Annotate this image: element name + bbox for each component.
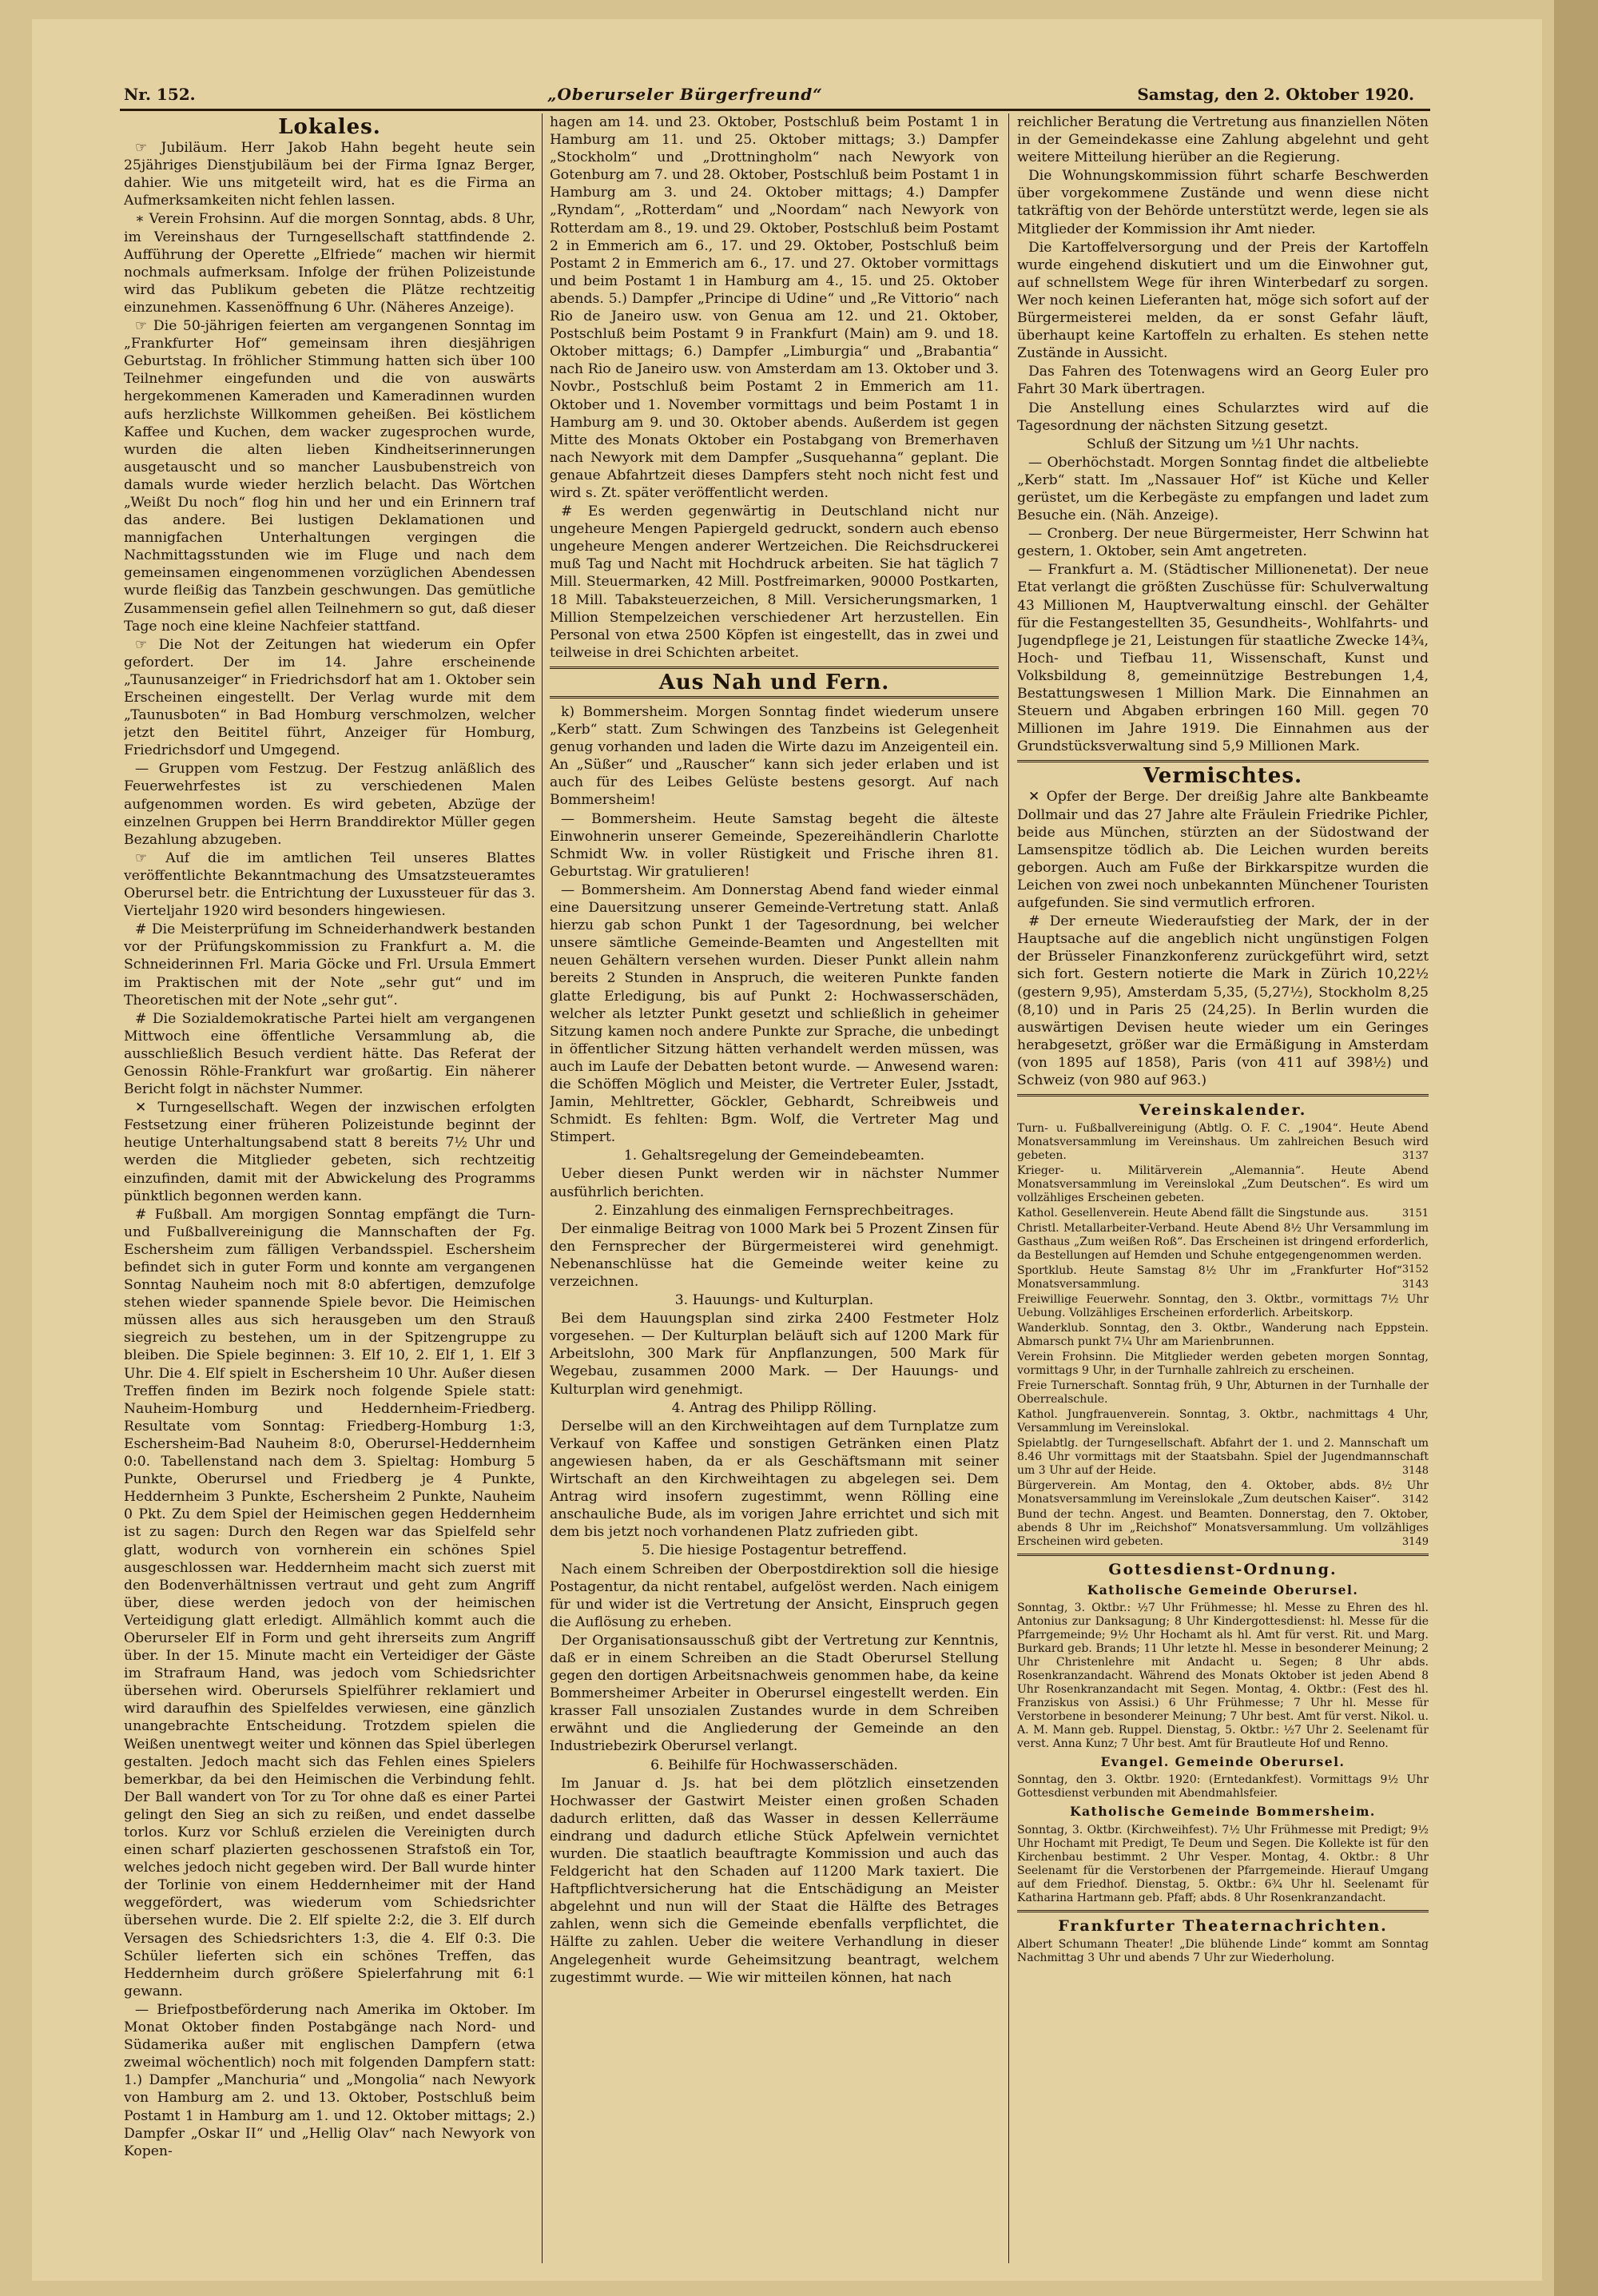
theater-paragraph: Albert Schumann Theater! „Die blühende Linde“ kommt am Sonntag Nachmittag 3 Uhr und abends 7 Uhr zur Wiederholung. (1017, 1937, 1429, 1964)
agenda-item-2: 2. Einzahlung des einmaligen Fernsprechbeitrages. (594, 1202, 954, 1219)
list-item: Freie Turnerschaft. Sonntag früh, 9 Uhr, Abturnen in der Turnhalle der Oberrealschule. (1017, 1379, 1429, 1407)
article-oberhoechstadt: — Oberhöchstadt. Morgen Sonntag findet die altbeliebte „Kerb“ statt. Im „Nassauer Hof“ ist Küche und Keller gerüstet, um die Kerbegäste zu empfangen und ladet zum Besuche ein. (Näh. Anzeige). (1017, 454, 1429, 524)
section-divider (1017, 760, 1429, 762)
list-item: Krieger- u. Militärverein „Alemannia“. Heute Abend Monatsversammlung im Vereinslokal „Zum Deutschen“. Es wird um vollzähliges Erscheinen gebeten. (1017, 1164, 1429, 1205)
article-opfer-der-berge: ✕ Opfer der Berge. Der dreißig Jahre alte Bankbeamte Dollmair und das 27 Jahre alte Fräulein Friedrike Pichler, beide aus München, stürzten an der Südostwand der Lamsenspitze tödlich ab. Die Leichen wurden bereits geborgen. Auch am Fuße der Birkkarspitze wurden die Leichen von zwei noch unbekannten Münchener Touristen aufgefunden. Sie sind vermutlich erfroren. (1017, 789, 1429, 912)
section-divider (1017, 1094, 1429, 1096)
section-heading-lokales: Lokales. (278, 115, 381, 139)
agenda-item-4: 4. Antrag des Philipp Rölling. (671, 1399, 877, 1416)
agenda-text-5b: Der Organisationsausschuß gibt der Vertretung zur Kenntnis, daß er in einem Schreiben an die Stadt Oberursel Stellung gegen den dortigen Arbeitsnachweis genommen habe, da keine Bommersheimer Arbeiter in Oberursel eingestellt werden. Ein krasser Fall unsozialen Zustandes wurde in dem Schreiben erwähnt und die Angliederung der Gemeinde an den Industriebezirk Oberursel verlangt. (550, 1632, 999, 1755)
article-bommersheim-kerb: k) Bommersheim. Morgen Sonntag findet wiederum unsere „Kerb“ statt. Zum Schwingen des Tanzbeins ist Gelegenheit genug vorhanden und laden die Wirte dazu im Anzeigenteil ein. An „Süßer“ und „Rauscher“ kann sich jeder erlaben und ist auch für des Leibes Gelüste bestens gesorgt. Auf nach Bommersheim! (550, 704, 999, 809)
masthead-title: „Oberurseler Bürgerfreund“ (547, 85, 823, 104)
article-schularzt: Die Anstellung eines Schularztes wird auf die Tagesordnung der nächsten Sitzung gesetzt. (1017, 400, 1429, 434)
article-turngesellschaft: ✕ Turngesellschaft. Wegen der inzwischen erfolgten Festsetzung einer früheren Polizeistunde beginnt der heutige Unterhaltungsabend statt 8 bereits 7½ Uhr und werden die Mitglieder gebeten, sich rechtzeitig einzufinden, damit mit der Abwickelung des Programms pünktlich begonnen werden kann. (124, 1100, 535, 1204)
agenda-text-5: Nach einem Schreiben der Oberpostdirektion soll die hiesige Postagentur, da nicht rentabel, aufgelöst werden. Nach einigem für und wider ist die Vertretung der Ansicht, Einspruch gegen die Auflösung zu erheben. (550, 1561, 999, 1630)
issue-number: Nr. 152. (124, 85, 196, 104)
article-sitzung-continued: reichlicher Beratung die Vertretung aus finanziellen Nöten in der Gemeindekasse eine Zahlung abgelehnt und geht weitere Mitteilung hierüber an die Regierung. (1017, 114, 1429, 166)
article-totenwagen: Das Fahren des Totenwagens wird an Georg Euler pro Fahrt 30 Mark übertragen. (1017, 364, 1429, 398)
page-edge (1554, 0, 1598, 2296)
article-festzug: — Gruppen vom Festzug. Der Festzug anläßlich des Feuerwehrfestes ist zu verschiedenen Malen aufgenommen worden. Es wird gebeten, Abzüge der einzelnen Gruppen bei Herrn Branddirektor Müller gegen Bezahlung abzugeben. (124, 761, 535, 848)
theater-text (1017, 1938, 1429, 1965)
agenda-text-6: Im Januar d. Js. hat bei dem plötzlich einsetzenden Hochwasser der Gastwirt Meister einen großen Schaden dadurch erlitten, daß das Wasser in dessen Kellerräume eindrang und dadurch etliche Stück Apfelwein vernichtet wurden. Die staatlich beauftragte Kommission und auch das Feldgericht hat den Schaden auf 11200 Mark taxiert. Die Haftpflichtversicherung hat die Entschädigung an Meister abgelehnt und nun will der Staat die Hälfte des Betrages zahlen, wenn sich die Gemeinde ebenfalls verpflichtet, die Hälfte zu zahlen. Ueber die weitere Verhandlung in dieser Angelegenheit wurde Geheimsitzung beantragt, welchem zugestimmt wurde. — Wie wir mitteilen können, hat nach (550, 1775, 999, 1986)
article-wohnungskommission: Die Wohnungskommission führt scharfe Beschwerden über vorgekommene Zustände und wenn diese nicht tatkräftig von der Behörde unterstützt werde, legen sie als Mitglieder der Kommission ihr Amt nieder. (1017, 168, 1429, 237)
article-meisterpruefung: # Die Meisterprüfung im Schneiderhandwerk bestanden vor der Prüfungskommission zu Frankfurt a. M. die Schneiderinnen Frl. Maria Göcke und Frl. Ursula Emmert im Praktischen mit der Note „sehr gut“ und im Theoretischen mit der Note „sehr gut“. (124, 921, 535, 1009)
list-item: Bund der techn. Angest. und Beamten. Donnerstag, den 7. Oktober, abends 8 Uhr im „Reichshof“ Monatsversammlung. Um vollzähliges Erscheinen wird gebeten. 3149 (1017, 1508, 1429, 1549)
section-heading-vereinskalender: Vereinskalender. (1139, 1101, 1307, 1120)
article-jubilaeum: ☞ Jubiläum. Herr Jakob Hahn begeht heute sein 25jähriges Dienstjubiläum bei der Firma Ignaz Berger, dahier. Wie uns mitgeteilt wird, hat es die Firma an Aufmerksamkeiten nicht fehlen lassen. (124, 140, 535, 209)
agenda-text-2: Der einmalige Beitrag von 1000 Mark bei 5 Prozent Zinsen für den Fernsprecher der Bürgermeisterei wird genehmigt. Nebenanschlüsse hat die Gemeinde weiter keine zu verzeichnen. (550, 1220, 999, 1290)
list-item: Turn- u. Fußballvereinigung (Abtlg. O. F. C. „1904“. Heute Abend Monatsversammlung im Vereinshaus. Um zahlreichen Besuch wird gebeten. 3137 (1017, 1122, 1429, 1163)
kath-oberursel-text (1017, 1602, 1429, 1751)
list-item: Christl. Metallarbeiter-Verband. Heute Abend 8½ Uhr Versammlung im Gasthaus „Zum weißen Roß“. Das Erscheinen ist dringend erforderlich, da Bestellungen auf Hemden und Schuhe entgegengenommen werden. 3152 (1017, 1222, 1429, 1276)
section-divider (1017, 1554, 1429, 1556)
section-heading-theaternachrichten: Frankfurter Theaternachrichten. (1058, 1916, 1388, 1935)
agenda-text-1: Ueber diesen Punkt werden wir in nächster Nummer ausführlich berichten. (550, 1166, 999, 1200)
vereinskalender-list (1017, 1122, 1429, 1549)
kath-bommersheim-paragraph: Sonntag, 3. Oktbr. (Kirchweihfest). 7½ Uhr Frühmesse mit Predigt; 9½ Uhr Hochamt mit Predigt, Te Deum und Segen. Die Kollekte ist für den Kirchenbau bestimmt. 2 Uhr Vesper. Montag, 4. Oktbr.: 8 Uhr Seelenamt für die Verstorbenen der Pfarrgemeinde. Hierauf Umgang auf dem Friedhof. Dienstag, 5. Oktbr.: 6¾ Uhr hl. Seelenamt für Katharina Hartmann geb. Pfaff; abds. 8 Uhr Rosenkranzandacht. (1017, 1823, 1429, 1904)
section-heading-vermischtes: Vermischtes. (1143, 764, 1303, 789)
section-heading-aus-nah-und-fern: Aus Nah und Fern. (658, 670, 890, 694)
heading-kath-bommersheim: Katholische Gemeinde Bommersheim. (1070, 1804, 1376, 1820)
article-cronberg: — Cronberg. Der neue Bürgermeister, Herr Schwinn hat gestern, 1. Oktober, sein Amt angetreten. (1017, 526, 1429, 560)
list-item: Freiwillige Feuerwehr. Sonntag, den 3. Oktbr., vormittags 7½ Uhr Uebung. Vollzähliges Erscheinen erforderlich. Arbeitskorp. (1017, 1293, 1429, 1320)
article-verein-frohsinn: ∗ Verein Frohsinn. Auf die morgen Sonntag, abds. 8 Uhr, im Vereinshaus der Turngesellschaft stattfindende 2. Aufführung der Operette „Elfriede“ machen wir hiermit nochmals aufmerksam. Infolge der frühen Polizeistunde wird das Publikum gebeten die Plätze rechtzeitig einzunehmen. Kassenöffnung 6 Uhr. (Näheres Anzeige). (124, 211, 535, 316)
article-mark-wiederaufstieg: # Der erneute Wiederaufstieg der Mark, der in der Hauptsache auf die angeblich nicht ungünstigen Folgen der Brüsseler Finanzkonferenz zurückgeführt wird, setzt sich fort. Gestern notierte die Mark in Zürich 10,22½ (gestern 9,95), Amsterdam 5,35, (5,27½), Stockholm 8,25 (8,10) und in Paris 25 (24,25). In Berlin wurden die auswärtigen Devisen heute wieder um ein Geringes herabgesetzt, größer war die Ermäßigung in Amsterdam (von 1895 auf 1858), Paris (von 411 auf 398½) und Schweiz (von 980 auf 963.) (1017, 913, 1429, 1088)
evang-oberursel-paragraph: Sonntag, den 3. Oktbr. 1920: (Erntedankfest). Vormittags 9½ Uhr Gottesdienst verbunden mit Abendmahlsfeier. (1017, 1773, 1429, 1801)
agenda-text-3: Bei dem Hauungsplan sind zirka 2400 Festmeter Holz vorgesehen. — Der Kulturplan beläuft sich auf 1200 Mark für Arbeitslohn, 300 Mark für Anpflanzungen, 500 Mark für Wegebau, zusammen 2000 Mark. — Der Hauungs- und Kulturplan wird genehmigt. (550, 1311, 999, 1398)
column-rule-2 (1008, 113, 1009, 2263)
article-briefpost-amerika: — Briefpostbeförderung nach Amerika im Oktober. Im Monat Oktober finden Postabgänge nach Nord- und Südamerika außer mit englischen Dampfern (etwa zweimal wöchentlich) noch mit folgenden Dampfern statt: 1.) Dampfer „Manchuria“ und „Mongolia“ nach Newyork von Hamburg am 2. und 13. Oktober, Postschluß beim Postamt 1 in Hamburg am 1. und 12. Oktober mittags; 2.) Dampfer „Oskar II“ und „Hellig Olav“ nach Newyork von Kopen- (124, 2001, 535, 2159)
article-kartoffelversorgung: Die Kartoffelversorgung und der Preis der Kartoffeln wurde eingehend diskutiert und um die Einwohner gut, auf schnellstem Wege für ihren Winterbedarf zu sorgen. Wer noch keinen Lieferanten hat, möge sich sofort auf der Bürgermeisterei melden, da er sonst Gefahr läuft, überhaupt keine Kartoffeln zu erhalten. Es stehen nette Zustände in Aussicht. (1017, 239, 1429, 362)
list-item: Verein Frohsinn. Die Mitglieder werden gebeten morgen Sonntag, vormittags 9 Uhr, in der Turnhalle zahlreich zu erscheinen. (1017, 1351, 1429, 1378)
agenda-item-1: 1. Gehaltsregelung der Gemeindebeamten. (623, 1148, 925, 1164)
agenda-item-5: 5. Die hiesige Postagentur betreffend. (642, 1542, 907, 1559)
page-header (124, 85, 1414, 109)
evang-oberursel-text (1017, 1773, 1429, 1801)
article-fussball: # Fußball. Am morgigen Sonntag empfängt die Turn- und Fußballvereinigung die Mannschaften der Fg. Eschersheim zum fälligen Verbandsspiel. Eschersheim befindet sich in guter Form und konnte am vergangenen Sonntag Nauheim noch mit 8:0 abfertigen, demzufolge stehen wieder spannende Spiele bevor. Die Heimischen müssen alles aus sich herausgeben um den Strauß siegreich zu bestehen, um in der Spitzengruppe zu bleiben. Die Spiele beginnen: 3. Elf 10, 2. Elf 1, 1. Elf 3 Uhr. Die 4. Elf spielt in Eschersheim 10 Uhr. Außer diesen Treffen finden im Bezirk noch folgende Spiele statt: Nauheim-Homburg und Heddernheim-Friedberg. Resultate vom Sonntag: Friedberg-Homburg 1:3, Eschersheim-Bad Nauheim 8:0, Oberursel-Heddernheim 0:0. Tabellenstand nach dem 3. Spieltag: Homburg 5 Punkte, Oberursel und Friedberg je 4 Punkte, Heddernheim 3 Punkte, Eschersheim 2 Punkte, Nauheim 0 Pkt. Zu dem Spiel der Heimischen gegen Heddernheim ist zu sagen: Durch den Regen war das Spielfeld sehr glatt, wodurch von vornherein ein schönes Spiel ausgeschlossen war. Heddernheim macht sich zuerst mit den Bodenverhältnissen vertraut und geht zum Angriff über, diese werden jedoch von der heimischen Verteidigung glatt erledigt. Allmählich kommt auch die Oberurseler Elf in Form und geht ihrerseits zum Angriff über. In der 15. Minute macht ein Verteidiger der Gäste im Strafraum Hand, was jedoch vom Schiedsrichter übersehen wird. Oberursels Spielführer reklamiert und wird daraufhin des Spielfeldes verwiesen, eine gänzlich unangebrachte Entscheidung. Trotzdem spielen die Weißen unentwegt weiter und können das Spiel überlegen gestalten. Jedoch macht sich das Fehlen eines Spielers bemerkbar, da bei den Heimischen die Verbindung fehlt. Der Ball wandert von Tor zu Tor ohne daß es einer Partei gelingt den Sieg an sich zu reißen, und endet dasselbe torlos. Kurz vor Schluß erzielen die Vereinigten durch einen scharf plazierten geschossenen Strafstoß ein Tor, welches jedoch nicht gegeben wird. Der Ball wurde hinter der Torlinie von einem Heddernheimer mit der Hand weggefördert, was wiederum vom Schiedsrichter übersehen wurde. Die 2. Elf spielte 2:2, die 3. Elf durch Versagen des Schiedsrichters 1:3, die 4. Elf 0:3. Die Schüler lieferten sich ein schönes Treffen, das Heddernheim durch größere Spielerfahrung mit 6:1 gewann. (124, 1206, 535, 2000)
agenda-item-6: 6. Beihilfe für Hochwasserschäden. (650, 1757, 898, 1773)
list-item: Bürgerverein. Am Montag, den 4. Oktober, abds. 8½ Uhr Monatsversammlung im Vereinslokale „Zum deutschen Kaiser“. 3142 (1017, 1479, 1429, 1506)
issue-date: Samstag, den 2. Oktober 1920. (1137, 85, 1414, 104)
heading-evang-oberursel: Evangel. Gemeinde Oberursel. (1100, 1754, 1346, 1770)
kath-bommersheim-text (1017, 1824, 1429, 1905)
list-item: Wanderklub. Sonntag, den 3. Oktbr., Wanderung nach Eppstein. Abmarsch punkt 7¼ Uhr am Marienbrunnen. (1017, 1322, 1429, 1349)
heading-kath-oberursel: Katholische Gemeinde Oberursel. (1087, 1582, 1359, 1598)
article-briefpost-continued: hagen am 14. und 23. Oktober, Postschluß beim Postamt 1 in Hamburg am 11. und 25. Oktober mittags; 3.) Dampfer „Stockholm“ und „Drottningholm“ nach Newyork von Gotenburg am 7. und 28. Oktober, Postschluß beim Postamt 1 in Hamburg am 3. und 24. Oktober mittags; 4.) Dampfer „Ryndam“, „Rotterdam“ und „Noordam“ nach Newyork von Rotterdam am 8., 19. und 29. Oktober, Postschluß beim Postamt 2 in Emmerich am 6., 17. und 29. Oktober, Postschluß beim Postamt 2 in Emmerich am 6., 17. und 27. Oktober vormittags und beim Postamt 1 in Hamburg am 4., 15. und 25. Oktober abends. 5.) Dampfer „Principe di Udine“ und „Re Vittorio“ nach Rio de Janeiro usw. von Genua am 12. und 21. Oktober, Postschluß beim Postamt 9 in Frankfurt (Main) am 9. und 18. Oktober mittags; 6.) Dampfer „Limburgia“ und „Brabantia“ nach Rio de Janeiro usw. von Amsterdam am 13. Oktober und 3. Novbr., Postschluß beim Postamt 2 in Emmerich am 11. Oktober und 1. November vormittags und beim Postamt 1 in Hamburg am 9. und 30. Oktober abends. Außerdem ist gegen Mitte des Monats Oktober ein Postabgang von Bremerhaven nach Newyork mit dem Dampfer „Susquehanna“ geplant. Die genaue Abfahrtzeit dieses Dampfers steht noch nicht fest und wird s. Zt. später veröffentlicht werden. (550, 114, 999, 501)
article-bommersheim-geburtstag: — Bommersheim. Heute Samstag begeht die älteste Einwohnerin unserer Gemeinde, Spezereihändlerin Charlotte Schmidt Ww. in voller Rüstigkeit und Frische ihren 81. Geburtstag. Wir gratulieren! (550, 810, 999, 880)
article-not-der-zeitungen: ☞ Die Not der Zeitungen hat wiederum ein Opfer gefordert. Der im 14. Jahre erscheinende „Taunusanzeiger“ in Friedrichsdorf hat am 1. Oktober sein Erscheinen eingestellt. Der Verlag wurde mit dem „Taunusboten“ in Bad Homburg verschmolzen, welcher jetzt den Beititel führt, Anzeiger für Homburg, Friedrichsdorf und Umgegend. (124, 636, 535, 759)
column-rule-1 (542, 113, 543, 2263)
section-divider (1017, 1910, 1429, 1912)
agenda-text-4: Derselbe will an den Kirchweihtagen auf dem Turnplatze zum Verkauf von Kaffee und sonstigen Getränken einen Platz angewiesen haben, da er als Geschäftsmann mit seiner Wirtschaft an den Kirchweihtagen zu abgelegen sei. Dem Antrag wird insofern zugestimmt, wenn Rölling eine anschauliche Bude, als im vorigen Jahre errichtet und sich mit dem bis jetzt noch vorhandenen Platz zufrieden gibt. (550, 1418, 999, 1541)
article-wertzeichen: # Es werden gegenwärtig in Deutschland nicht nur ungeheure Mengen Papiergeld gedruckt, sondern auch ebenso ungeheure Mengen anderer Wertzeichen. Die Reichsdruckerei muß Tag und Nacht mit Hochdruck arbeiten. Sie hat täglich 7 Mill. Steuermarken, 42 Mill. Postfreimarken, 90000 Postkarten, 18 Mill. Tabaksteuerzeichen, 8 Mill. Versicherungsmarken, 1 Million Stempelzeichen verschiedener Art herzustellen. Ein Personal von etwa 2500 Köpfen ist eingestellt, das in zwei und teilweise in drei Schichten arbeitet. (550, 503, 999, 661)
list-item: Kathol. Gesellenverein. Heute Abend fällt die Singstunde aus. 3151 (1017, 1207, 1429, 1220)
list-item: Spielabtlg. der Turngesellschaft. Abfahrt der 1. und 2. Mannschaft um 8.46 Uhr vormittags mit der Staatsbahn. Spiel der Jugendmannschaft um 3 Uhr auf der Heide. 3148 (1017, 1437, 1429, 1478)
article-sitzung-schluss: Schluß der Sitzung um ½1 Uhr nachts. (1087, 436, 1359, 452)
article-bommersheim-sitzung: — Bommersheim. Am Donnerstag Abend fand wieder einmal eine Dauersitzung unserer Gemeinde-Vertretung statt. Anlaß hierzu gab schon Punkt 1 der Tagesordnung, bei welcher unsere sämtliche Gemeinde-Beamten und Angestellten mit neuen Gehältern versehen wurden. Dieser Punkt allein nahm bereits 2 Stunden in Anspruch, die weiteren Punkte fanden glatte Erledigung, bis auf Punkt 2: Hochwasserschäden, welcher als letzter Punkt gesetzt und schließlich in geheimer Sitzung kamen noch andere Punkte zur Sprache, die unbedingt in öffentlicher Sitzung hätten verhandelt werden müssen, was auch im Laufe der Debatten betont wurde. — Anwesend waren: die Schöffen Möglich und Meister, die Vertreter Euler, Jsstadt, Jamin, Mehltretter, Göckler, Gebhardt, Schreibweis und Schmidt. Es fehlten: Bgm. Wolf, die Vertreter Mag und Stimpert. (550, 881, 999, 1146)
kath-oberursel-paragraph: Sonntag, 3. Oktbr.: ½7 Uhr Frühmesse; hl. Messe zu Ehren des hl. Antonius zur Danksagung; 8 Uhr Kindergottesdienst: hl. Messe für die Pfarrgemeinde; 9½ Uhr Hochamt als hl. Amt für verst. Rit. und Marg. Burkard geb. Brands; 11 Uhr letzte hl. Messe in besonderer Meinung; 2 Uhr Christenlehre mit Andacht u. Segen; 8 Uhr abds. Rosenkranzandacht. Während des Monats Oktober ist jeden Abend 8 Uhr Rosenkranzandacht mit Segen. Montag, 4. Oktbr.: (Fest des hl. Franziskus von Assisi.) 6 Uhr Frühmesse; 7 Uhr hl. Messe für Verstorbene in besonderer Meinung; 7 Uhr best. Amt für verst. Nikol. u. A. M. Mann geb. Ruppel. Dienstag, 5. Oktbr.: ½7 Uhr 2. Seelenamt für verst. Anna Kunz; 7 Uhr best. Amt für Brautleute Hof und Renno. (1017, 1602, 1429, 1751)
article-sozialdemokratische-partei: # Die Sozialdemokratische Partei hielt am vergangenen Mittwoch eine öffentliche Versammlung ab, die ausschließlich Besuch verdient hätte. Das Referat der Genossin Röhle-Frankfurt war großartig. Ein näherer Bericht folgt in nächster Nummer. (124, 1010, 535, 1098)
header-rule (120, 109, 1430, 111)
list-item: Kathol. Jungfrauenverein. Sonntag, 3. Oktbr., nachmittags 4 Uhr, Versammlung im Vereinslokal. (1017, 1408, 1429, 1435)
section-heading-gottesdienst: Gottesdienst-Ordnung. (1108, 1561, 1338, 1579)
column-3 (1017, 113, 1429, 2271)
agenda-item-3: 3. Hauungs- und Kulturplan. (674, 1292, 874, 1309)
article-amtlicher-teil: ☞ Auf die im amtlichen Teil unseres Blattes veröffentlichte Bekanntmachung des Umsatzsteueramtes Oberursel betr. die Entrichtung der Luxussteuer für das 3. Vierteljahr 1920 wird besonders hingewiesen. (124, 850, 535, 920)
section-divider (550, 696, 999, 698)
list-item: Sportklub. Heute Samstag 8½ Uhr im „Frankfurter Hof“ Monatsversammlung. 3143 (1017, 1264, 1429, 1291)
column-1 (124, 113, 535, 2271)
column-2 (550, 113, 999, 2271)
article-frankfurt-etat: — Frankfurt a. M. (Städtischer Millionenetat). Der neue Etat verlangt die größten Zuschüsse für: Schulverwaltung 43 Millionen M, Hauptverwaltung einschl. der Gehälter für die Festangestellten 35, Gesundheits-, Wohlfahrts- und Jugendpflege je 21, Leistungen für staatliche Zwecke 14¾, Hoch- und Tiefbau 11, Wissenschaft, Kunst und Volksbildung 8, gemeinnützige Bestrebungen 1,4, Bestattungswesen 1 Million Mark. Die Einnahmen an Steuern und Abgaben erbringen 160 Mill. gegen 70 Millionen im Jahre 1919. Die Einnahmen aus der Grundstücksverwaltung sind 5,9 Millionen Mark. (1017, 562, 1429, 755)
article-50-jaehrigen: ☞ Die 50-jährigen feierten am vergangenen Sonntag im „Frankfurter Hof“ gemeinsam ihren diesjährigen Geburtstag. In fröhlicher Stimmung hatten sich über 100 Teilnehmer eingefunden und die von auswärts hergekommenen Kameraden und Kameradinnen wurden aufs herzlichste Willkommen geheißen. Bei köstlichem Kaffee und Kuchen, dem wacker zugesprochen wurde, wurden die alten lieben Kindheitserinnerungen ausgetauscht und so mancher Lausbubenstreich von damals wurde wieder herzlich belacht. Das Wörtchen „Weißt Du noch“ flog hin und her und ein Erinnern traf das andere. Bei lustigen Deklamationen und mannigfachen Unterhaltungen vergingen die Nachmittagsstunden wie im Fluge und nach dem gemeinsamen eingenommenen vorzüglichen Abendessen wurde fleißig das Tanzbein geschwungen. Das gemütliche Zusammensein gefiel allen Teilnehmern so gut, daß dieser Tage noch eine kleine Nachfeier stattfand. (124, 318, 535, 635)
section-divider (550, 667, 999, 669)
